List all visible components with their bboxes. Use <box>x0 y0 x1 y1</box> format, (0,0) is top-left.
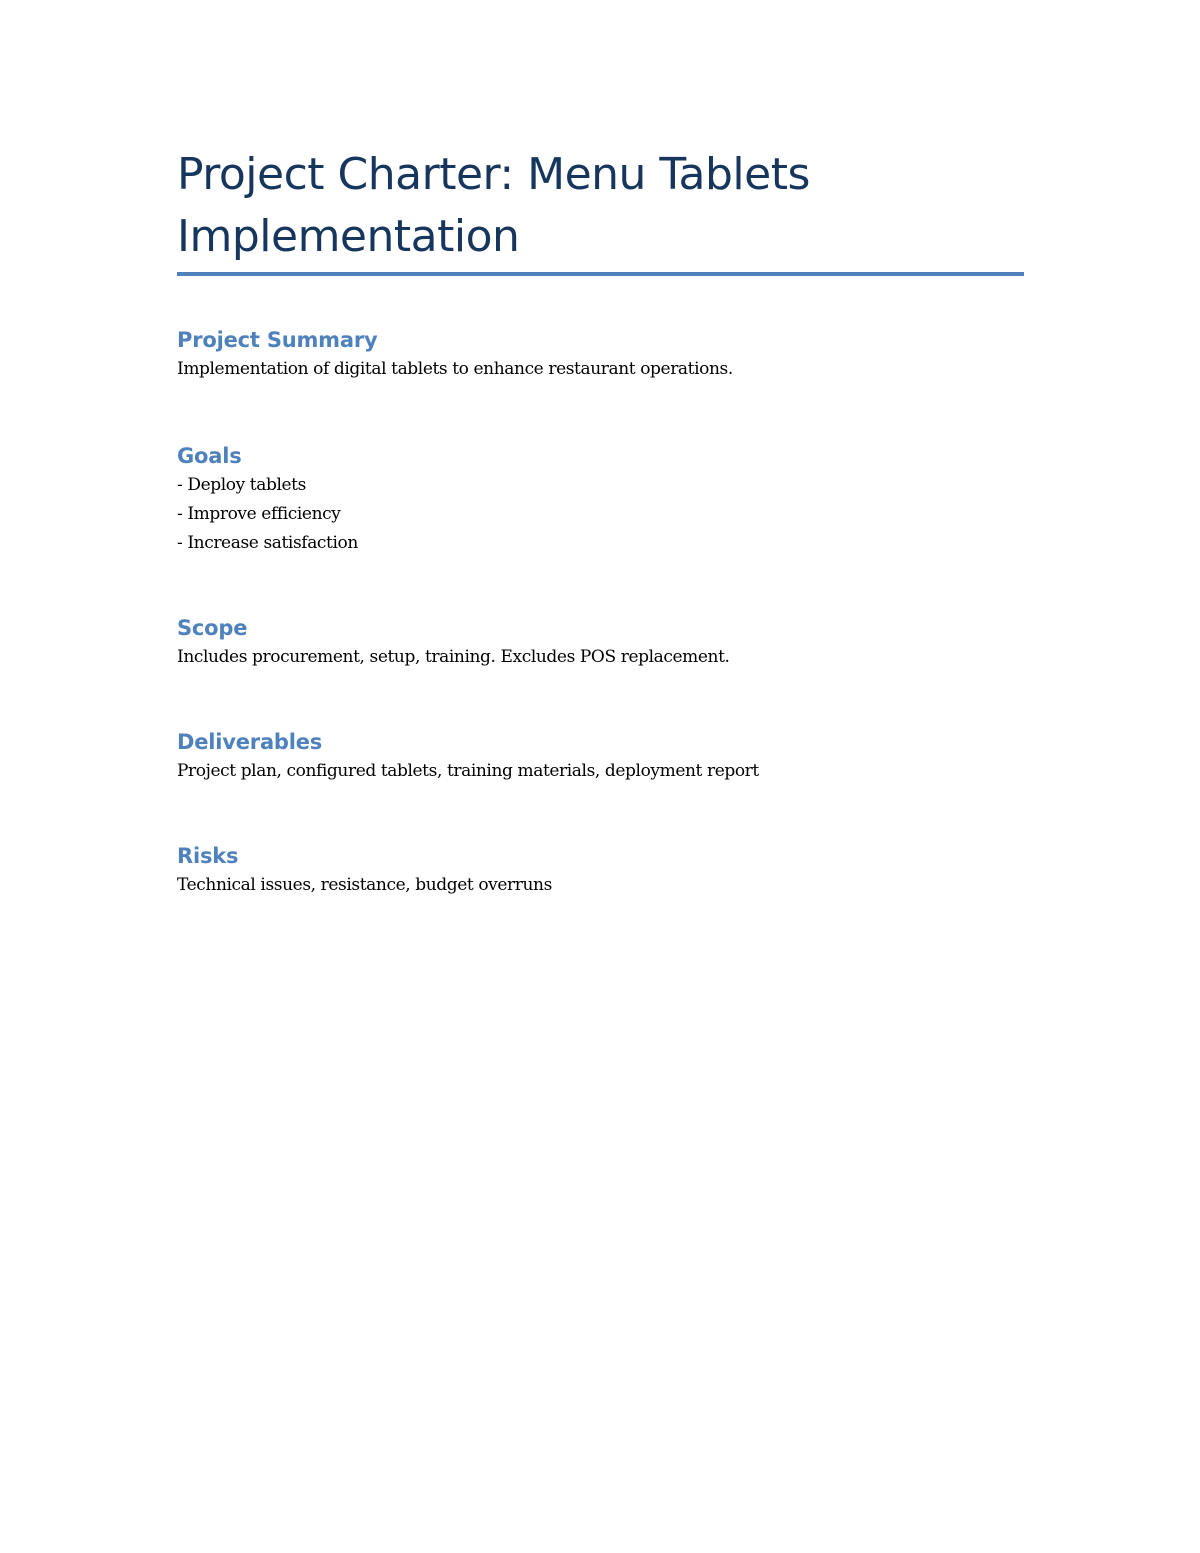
section-heading-risks: Risks <box>177 844 239 868</box>
page-title: Project Charter: Menu Tablets Implementation <box>177 149 810 262</box>
section-scope <box>177 613 1025 672</box>
section-heading-goals: Goals <box>177 444 242 468</box>
goals-list <box>177 471 1025 558</box>
list-item: - Increase satisfaction <box>177 533 358 553</box>
section-body-project-summary: Implementation of digital tablets to enhance restaurant operations. <box>177 359 733 379</box>
section-heading-deliverables: Deliverables <box>177 730 323 754</box>
section-heading-project-summary: Project Summary <box>177 328 378 352</box>
list-item: - Improve efficiency <box>177 504 341 524</box>
section-body-scope: Includes procurement, setup, training. Excludes POS replacement. <box>177 647 730 667</box>
section-heading-scope: Scope <box>177 616 248 640</box>
section-body-deliverables: Project plan, configured tablets, training materials, deployment report <box>177 761 759 781</box>
section-project-summary <box>177 325 1025 384</box>
section-goals <box>177 441 1025 558</box>
section-body-risks: Technical issues, resistance, budget overruns <box>177 875 552 895</box>
section-deliverables <box>177 727 1025 786</box>
title-divider <box>177 272 1024 276</box>
section-risks <box>177 841 1025 900</box>
list-item: - Deploy tablets <box>177 475 306 495</box>
